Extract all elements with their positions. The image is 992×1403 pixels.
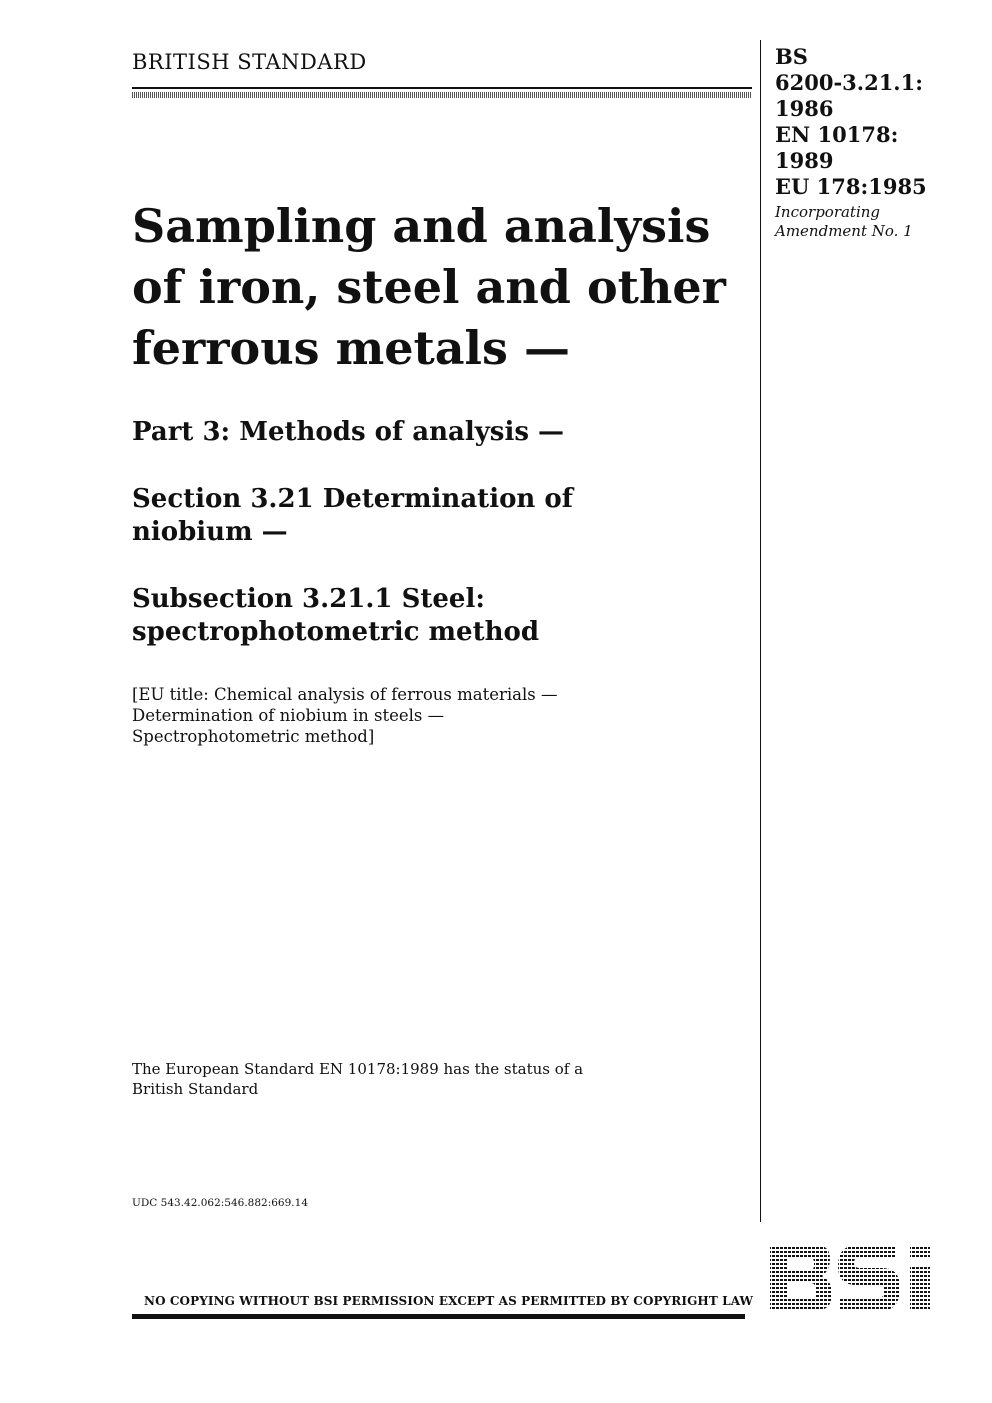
designation-line: BS (775, 44, 808, 69)
subsection-title: Subsection 3.21.1 Steel: spectrophotometric method (132, 584, 540, 647)
designation-line: EU 178:1985 (775, 174, 927, 199)
designation-line: EN 10178: (775, 122, 899, 147)
eu-title: [EU title: Chemical analysis of ferrous materials — Determination of niobium in steels — Spectrophotometric method] (132, 685, 558, 746)
footer-rule (132, 1314, 745, 1319)
amendment-line: Amendment No. 1 (775, 222, 913, 240)
column-divider (760, 40, 761, 1222)
part-title: Part 3: Methods of analysis — (132, 417, 565, 447)
copyright-notice: NO COPYING WITHOUT BSI PERMISSION EXCEPT AS PERMITTED BY COPYRIGHT LAW (144, 1294, 754, 1308)
designation-line: 1989 (775, 148, 834, 173)
amendment-note (775, 203, 975, 241)
header-rule (132, 87, 752, 89)
document-title: Sampling and analysis of iron, steel and other ferrous metals — (132, 199, 726, 375)
header-hatched-rule (132, 92, 752, 98)
status-note: The European Standard EN 10178:1989 has the status of a British Standard (132, 1060, 584, 1098)
standard-type-label: BRITISH STANDARD (132, 50, 367, 74)
standard-designation (775, 44, 975, 241)
udc-code: UDC 543.42.062:546.882:669.14 (132, 1197, 308, 1209)
designation-line: 6200-3.21.1: (775, 70, 923, 95)
section-title: Section 3.21 Determination of niobium — (132, 484, 573, 547)
amendment-line: Incorporating (775, 203, 881, 221)
designation-line: 1986 (775, 96, 834, 121)
bsi-logo-icon (768, 1243, 946, 1313)
